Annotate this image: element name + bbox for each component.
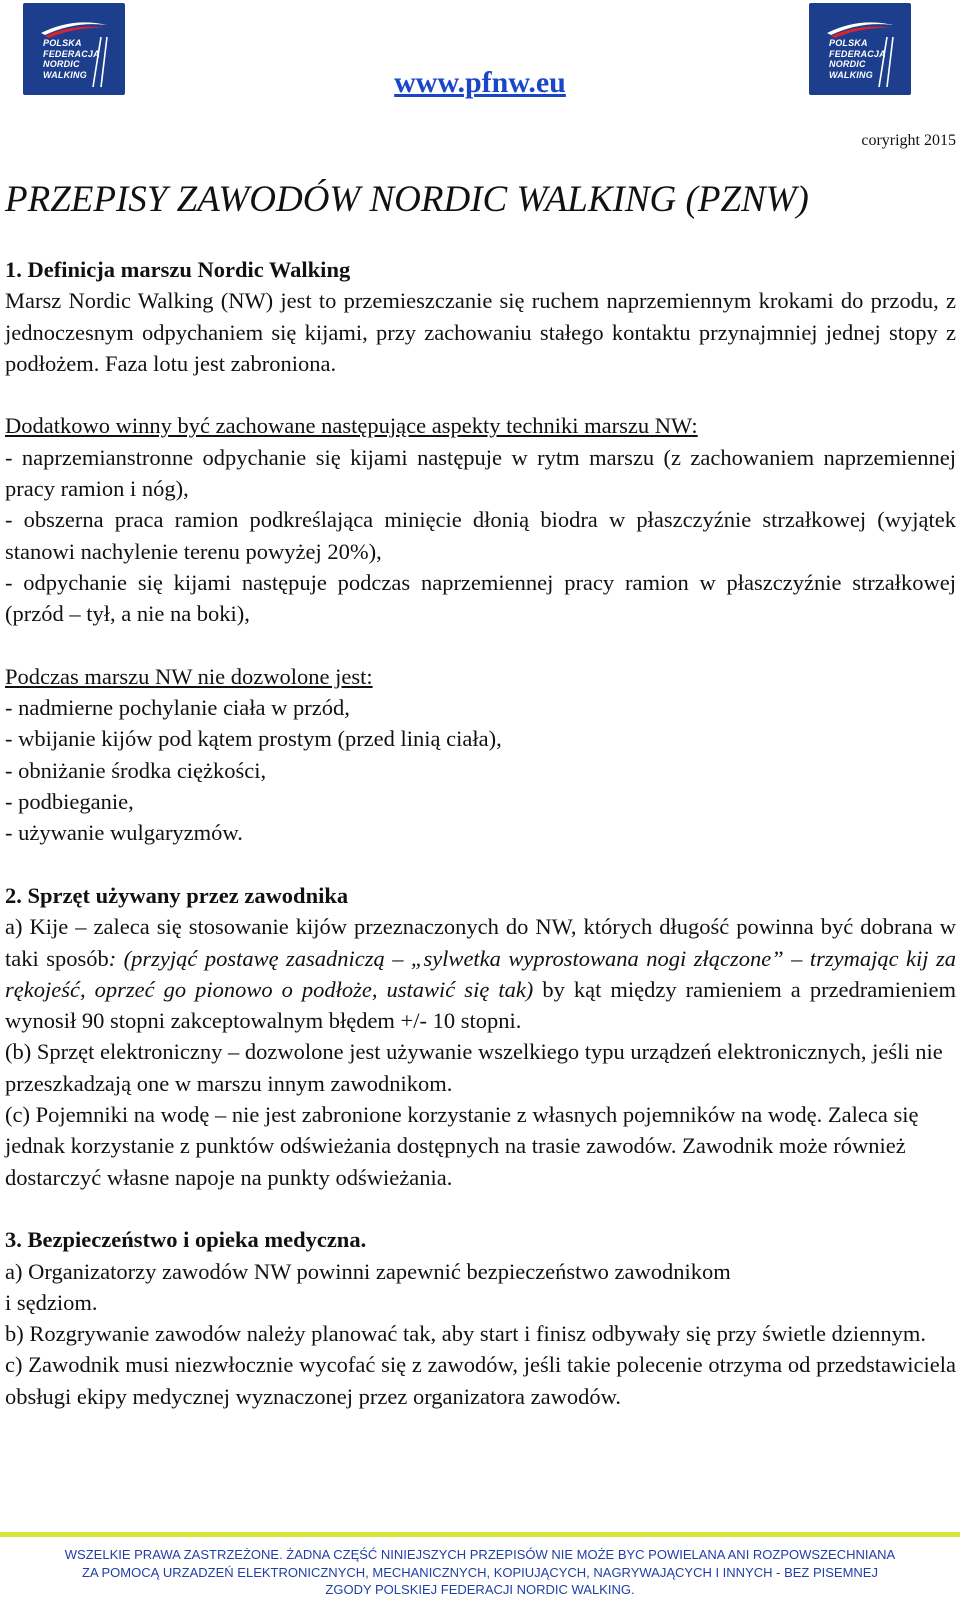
forbidden-item: - obniżanie środka ciężkości, [5, 757, 267, 783]
footer-divider [0, 1532, 960, 1537]
section-1-heading: 1. Definicja marszu Nordic Walking [5, 257, 351, 282]
poles-text-start: a) Kije – zaleca się stosowanie kijów przeznaczonych do NW, których długość powinna być dobrana w taki sposób [5, 914, 956, 971]
safety-line: a) Organizatorzy zawodów NW powinni zapewnić bezpieczeństwo zawodnikom [5, 1258, 731, 1284]
aspect-item: - naprzemianstronne odpychanie się kijami następuje w rytm marszu (z zachowaniem naprzemiennej pracy ramion i nóg), [5, 444, 956, 502]
logo-line: WALKING [43, 69, 87, 80]
poles-text-italic: : (przyjąć postawę zasadniczą – „sylwetka wyprostowana nogi złączone” – trzymając kij za rękojeść, oprzeć go pionowo o podłoże, ustawić się tak) [5, 945, 956, 1002]
spacer [5, 630, 956, 661]
definition-paragraph: Marsz Nordic Walking (NW) jest to przemieszczanie się ruchem naprzemiennym krokami do przodu, z jednoczesnym odpychaniem się kijami, przy zachowaniu stałego kontaktu przynajmniej jednej stopy z podłożem. Faza lotu jest zabroniona. [5, 288, 956, 376]
document-body [5, 254, 956, 1412]
logo-line: WALKING [829, 69, 873, 80]
forbidden-item: - nadmierne pochylanie ciała w przód, [5, 695, 350, 721]
footer-line: WSZELKIE PRAWA ZASTRZEŻONE. ŻADNA CZĘŚĆ NINIEJSZYCH PRZEPISÓW NIE MOŻE BYC POWIELANA ANI ROZPOWSZECHNIANA [64, 1547, 896, 1562]
aspects-heading-text: Dodatkowo winny być zachowane następujące aspekty techniki marszu NW: [5, 413, 698, 439]
logo-line: NORDIC [829, 59, 866, 69]
logo-line: FEDERACJA [829, 48, 886, 59]
spacer [5, 379, 956, 410]
spacer [5, 1193, 956, 1224]
site-link[interactable]: www.pfnw.eu [394, 66, 566, 99]
forbidden-item: - używanie wulgaryzmów. [5, 820, 243, 846]
footer-notice [0, 1546, 960, 1599]
withdrawal-paragraph: c) Zawodnik musi niezwłocznie wycofać się z zawodów, jeśli takie polecenie otrzyma od przedstawiciela obsługi ekipy medycznej wyznaczonej przez organizatora zawodów. [5, 1352, 956, 1409]
aspects-heading [5, 410, 956, 441]
safety-line: i sędziom. [5, 1289, 98, 1315]
aspect-item: - odpychanie się kijami następuje podczas naprzemiennej pracy ramion w płaszczyźnie strzałkowej (przód – tył, a nie na boki), [5, 569, 956, 627]
forbidden-heading-text: Podczas marszu NW nie dozwolone jest: [5, 663, 373, 689]
poles-paragraph [5, 911, 956, 1036]
forbidden-heading [5, 661, 956, 692]
logo-line: POLSKA [829, 38, 868, 48]
document-title: PRZEPISY ZAWODÓW NORDIC WALKING (PZNW) [5, 179, 809, 220]
footer-line: ZGODY POLSKIEJ FEDERACJI NORDIC WALKING. [325, 1582, 635, 1597]
footer-line: ZA POMOCĄ URZADZEŃ ELEKTRONICZNYCH, MECHANICZNYCH, KOPIUJĄCYCH, NAGRYWAJĄCYCH I INNYCH - BEZ PISEMNEJ [82, 1564, 878, 1580]
aspect-item: - obszerna praca ramion podkreślająca minięcie dłonią biodra w płaszczyźnie strzałkowej (wyjątek stanowi nachylenie terenu powyżej 20%), [5, 507, 956, 564]
section-2-heading: 2. Sprzęt używany przez zawodnika [5, 882, 349, 908]
section-3-heading: 3. Bezpieczeństwo i opieka medyczna. [5, 1227, 367, 1253]
water-paragraph: (c) Pojemniki na wodę – nie jest zabronione korzystanie z własnych pojemników na wodę. Zaleca się jednak korzystanie z punktów odświeżania dostępnych na trasie zawodów. Zawodnik może również dostarczyć własne napoje na punkty odświeżania. [5, 1102, 919, 1190]
copyright-note: coryright 2015 [861, 132, 956, 149]
electronics-paragraph: (b) Sprzęt elektroniczny – dozwolone jest używanie wszelkiego typu urządzeń elektronicznych, jeśli nie przeszkadzają one w marszu innym zawodnikom. [5, 1039, 943, 1096]
logo-line: POLSKA [43, 38, 82, 48]
spacer [5, 849, 956, 880]
forbidden-item: - podbieganie, [5, 789, 134, 815]
poles-text-end: by kąt między ramieniem a przedramieniem wynosił 90 stopni zakceptowalnym błędem +/- 10 stopni. [5, 976, 956, 1034]
logo-line: NORDIC [43, 59, 80, 69]
forbidden-item: - wbijanie kijów pod kątem prostym (przed linią ciała), [5, 726, 502, 752]
logo-line: FEDERACJA [43, 48, 100, 59]
daylight-paragraph: b) Rozgrywanie zawodów należy planować tak, aby start i finisz odbywały się przy świetle dziennym. [5, 1321, 926, 1347]
